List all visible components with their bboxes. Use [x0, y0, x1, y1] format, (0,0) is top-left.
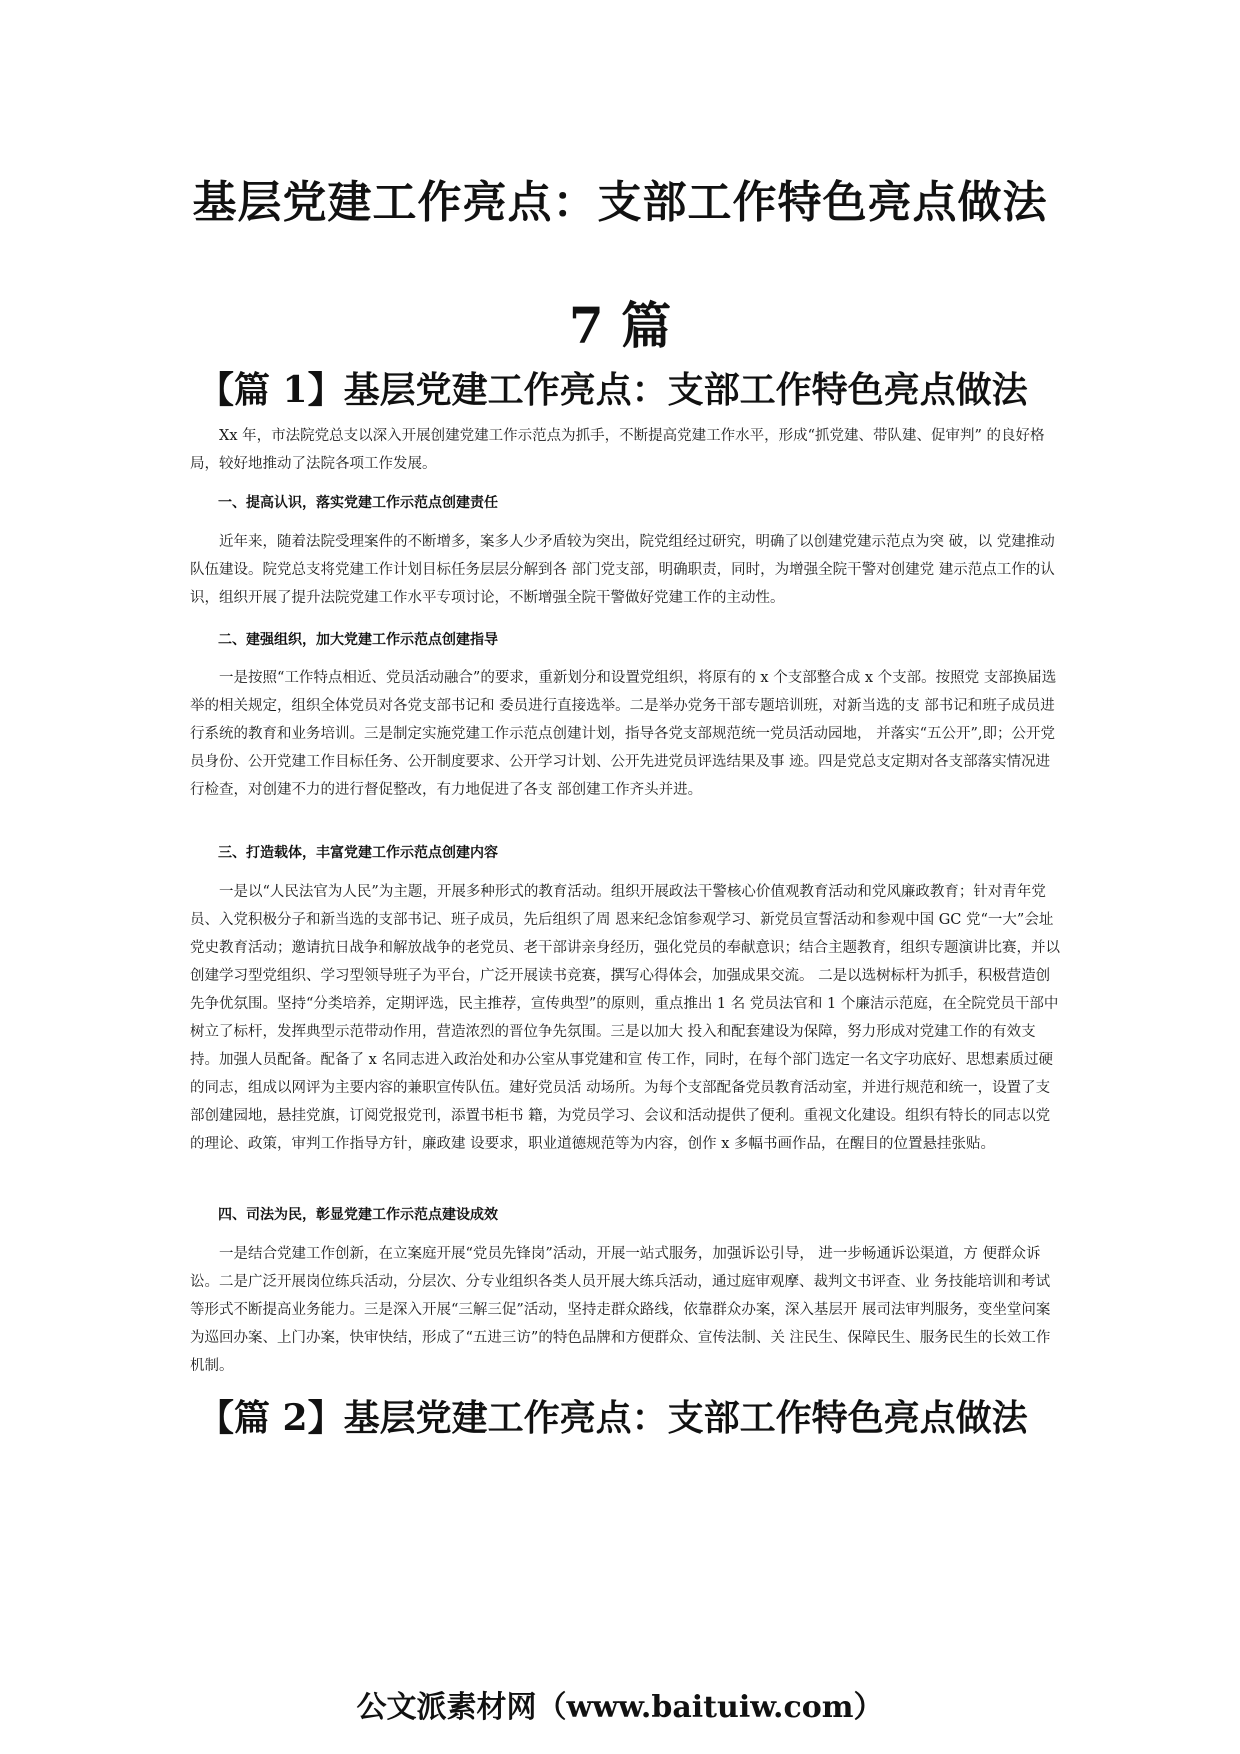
section1-paragraph: 近年来，随着法院受理案件的不断增多，案多人少矛盾较为突出，院党组经过研究，明确了以创建党建示范点为突 破，以 党建推动队伍建设。院党总支将党建工作计划目标任务层层分解到各 部门党支部，明确职责，同时，为增强全院干警对创建党 建示范点工作的认识，组织开展了提升法院党建工作水平专项讨论，不断增强全院干警做好党建工作的主动性。	[190, 534, 1055, 606]
section4-paragraph: 一是结合党建工作创新，在立案庭开展“党员先锋岗”活动，开展一站式服务，加强诉讼引导， 进一步畅通诉讼渠道，方 便群众诉讼。二是广泛开展岗位练兵活动，分层次、分专业组织各类人员开展大练兵活动，通过庭审观摩、裁判文书评查、业 务技能培训和考试等形式不断提高业务能力。三是深入开展“三解三促”活动，坚持走群众路线，依靠群众办案，深入基层开 展司法审判服务，变坐堂问案为巡回办案、上门办案，快审快结，形成了“五进三访”的特色品牌和方便群众、宣传法制、关 注民生、保障民生、服务民生的长效工作机制。	[190, 1246, 1051, 1374]
section2-heading: 二、建强组织，加大党建工作示范点创建指导	[218, 632, 498, 648]
document-title: 基层党建工作亮点：支部工作特色亮点做法	[192, 177, 1048, 228]
document-title-count: 7 篇	[568, 296, 672, 355]
part1-heading: 【篇 1】基层党建工作亮点：支部工作特色亮点做法	[198, 369, 1028, 411]
part2-heading: 【篇 2】基层党建工作亮点：支部工作特色亮点做法	[198, 1397, 1028, 1439]
footer-source-text: 公文派素材网（www.baituiw.com）	[356, 1690, 884, 1725]
section4-heading: 四、司法为民，彰显党建工作示范点建设成效	[218, 1207, 498, 1223]
part1-intro-paragraph: Xx 年，市法院党总支以深入开展创建党建工作示范点为抓手，不断提高党建工作水平，形成“抓党建、带队建、促审判” 的良好格局，较好地推动了法院各项工作发展。	[190, 428, 1045, 472]
section1-heading: 一、提高认识，落实党建工作示范点创建责任	[218, 495, 498, 511]
section3-heading: 三、打造载体，丰富党建工作示范点创建内容	[218, 845, 498, 861]
section3-paragraph: 一是以“人民法官为人民”为主题，开展多种形式的教育活动。组织开展政法干警核心价值观教育活动和党风廉政教育；针对青年党员、入党积极分子和新当选的支部书记、班子成员，先后组织了周 恩来纪念馆参观学习、新党员宣誓活动和参观中国 GC 党“一大”会址党史教育活动；邀请抗日战争和解放战争的老党员、老干部讲亲身经历，强化党员的奉献意识；结合主题教育，组织专题演讲比赛，并以创建学习型党组织、学习型领导班子为平台，广泛开展读书竞赛，撰写心得体会，加强成果交流。 二是以选树标杆为抓手，积极营造创先争优氛围。坚持“分类培养，定期评选，民主推荐，宣传典型”的原则，重点推出 1 名 党员法官和 1 个廉洁示范庭，在全院党员干部中树立了标杆，发挥典型示范带动作用，营造浓烈的晋位争先氛围。三是以加大 投入和配套建设为保障，努力形成对党建工作的有效支持。加强人员配备。配备了 x 名同志进入政治处和办公室从事党建和宣 传工作，同时，在每个部门选定一名文字功底好、思想素质过硬的同志，组成以网评为主要内容的兼职宣传队伍。建好党员活 动场所。为每个支部配备党员教育活动室，并进行规范和统一，设置了支部创建园地，悬挂党旗，订阅党报党刊，添置书柜书 籍，为党员学习、会议和活动提供了便利。重视文化建设。组织有特长的同志以党的理论、政策，审判工作指导方针，廉政建 设要求，职业道德规范等为内容，创作 x 多幅书画作品，在醒目的位置悬挂张贴。	[190, 884, 1060, 1152]
section2-paragraph: 一是按照“工作特点相近、党员活动融合”的要求，重新划分和设置党组织，将原有的 x 个支部整合成 x 个支部。按照党 支部换届选举的相关规定，组织全体党员对各党支部书记和 委员进行直接选举。二是举办党务干部专题培训班，对新当选的支 部书记和班子成员进行系统的教育和业务培训。三是制定实施党建工作示范点创建计划，指导各党支部规范统一党员活动园地， 并落实“五公开”,即；公开党员身份、公开党建工作目标任务、公开制度要求、公开学习计划、公开先进党员评选结果及事 迹。四是党总支定期对各支部落实情况进行检查，对创建不力的进行督促整改，有力地促进了各支 部创建工作齐头并进。	[190, 670, 1057, 798]
